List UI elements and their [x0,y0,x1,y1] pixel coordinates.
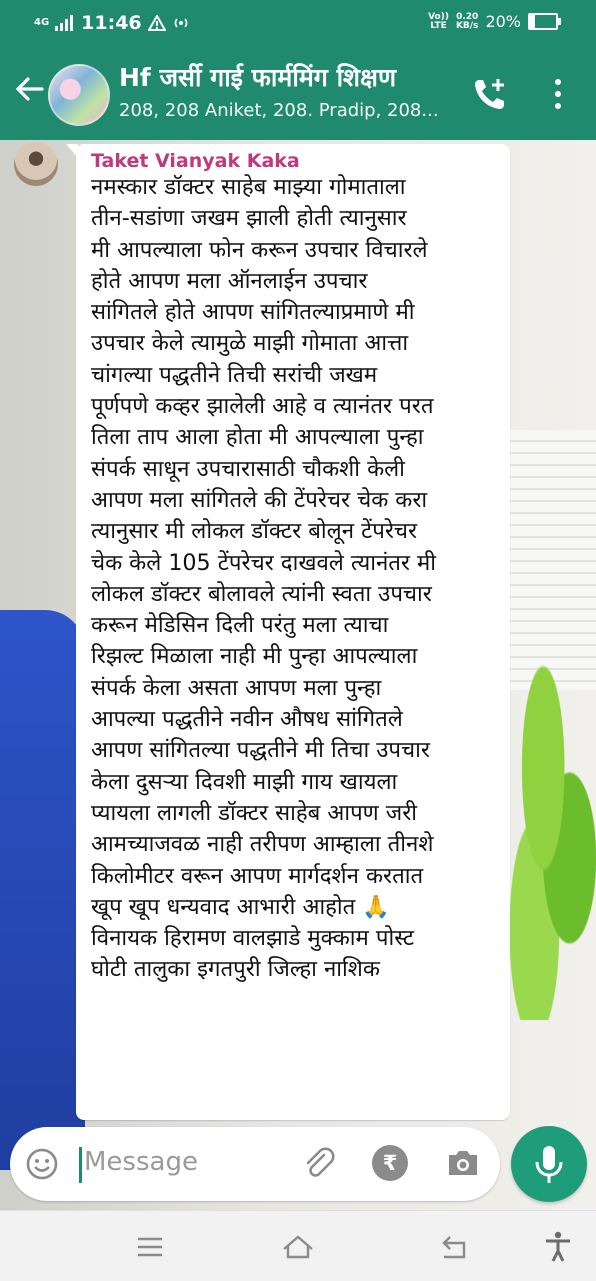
volte-indicator: Vo)) LTE [428,11,449,31]
mic-icon [511,1126,587,1202]
message-line: आपण सांगितल्या पद्धतीने मी तिचा उपचार [91,737,430,764]
back-nav-icon[interactable] [436,1229,472,1265]
message-line: केला दुसऱ्या दिवशी माझी गाय खायला [91,768,398,795]
recents-icon[interactable] [132,1229,168,1265]
more-vert-icon[interactable] [548,76,568,112]
message-line: आमच्याजवळ नाही तरीपण आम्हाला तीनशे [91,831,434,858]
message-line: सांगितले होते आपण सांगितल्याप्रमाणे मी [91,299,415,326]
message-line: त्यानुसार मी लोकल डॉक्टर बोलून टेंपरेचर [91,518,418,545]
signal-icon [55,15,75,31]
rupee-icon[interactable]: ₹ [372,1145,408,1181]
message-input[interactable]: Message [84,1147,198,1177]
message-line: संपर्क साधून उपचारासाठी चौकशी केली [91,455,405,482]
message-line: पूर्णपणे कव्हर झालेली आहे व त्यानंतर परत [91,393,434,420]
message-line: रिझल्ट मिळाला नाही मी पुन्हा आपल्याला [91,643,418,670]
message-line: उपचार केले त्यामुळे माझी गोमाता आत्ता [91,330,409,357]
message-line: करून मेडिसिन दिली परंतु मला त्याचा [91,612,389,639]
text-cursor [79,1147,82,1183]
hotspot-icon [172,15,190,31]
sender-avatar[interactable] [14,142,58,186]
mic-button[interactable] [511,1126,587,1202]
message-line: लोकल डॉक्टर बोलावले त्यांनी स्वता उपचार [91,580,432,607]
message-line: किलोमीटर वरून आपण मार्गदर्शन करतात [91,862,424,889]
message-line: तीन-सडांणा जखम झाली होती त्यानुसार [91,205,407,232]
group-title[interactable]: Hf जर्सी गाई फार्ममिंग शिक्षण [119,63,397,92]
clock: 11:46 [81,12,142,34]
wallpaper-blinds [510,430,596,690]
system-nav-bar [0,1210,596,1281]
message-bubble[interactable] [76,144,510,1120]
message-line: प्यायला लागली डॉक्टर साहेब आपण जरी [91,799,418,826]
alert-icon [148,15,166,31]
status-bar [0,0,596,48]
message-line: नमस्कार डॉक्टर साहेब माझ्या गोमाताला [91,174,406,200]
message-line: होते आपण मला ऑनलाईन उपचार [91,267,368,294]
message-text [91,172,498,986]
network-type: 4G [34,17,50,28]
emoji-icon[interactable] [25,1147,59,1181]
message-line: तिला ताप आला होता मी आपल्याला पुन्हा [91,424,424,451]
sender-name[interactable]: Taket Vianyak Kaka [91,150,300,172]
paperclip-icon[interactable] [300,1145,336,1181]
battery-icon [528,13,558,30]
add-call-icon[interactable] [472,76,508,112]
chat-header [0,48,596,140]
group-avatar[interactable] [48,64,110,126]
message-line: चांगल्या पद्धतीने तिची सरांची जखम [91,361,378,388]
message-line: मी आपल्याला फोन करून उपचार विचारले [91,236,428,263]
camera-icon[interactable] [445,1145,481,1181]
message-line: संपर्क केला असता आपण मला पुन्हा [91,674,382,701]
arrow-left-icon[interactable] [12,72,46,106]
group-members[interactable]: 208, 208 Aniket, 208. Pradip, 208... [119,100,439,121]
message-line: खूप खूप धन्यवाद आभारी आहोत 🙏 [91,893,391,920]
home-icon[interactable] [280,1229,316,1265]
accessibility-icon[interactable] [540,1229,576,1265]
message-line: आपण मला सांगितले की टेंपरेचर चेक करा [91,486,428,513]
battery-percent: 20% [485,12,521,31]
message-line: चेक केले 105 टेंपरेचर दाखवले त्यानंतर मी [91,549,437,576]
message-line: आपल्या पद्धतीने नवीन औषध सांगितले [91,706,403,733]
message-line: घोटी तालुका इगतपुरी जिल्हा नाशिक [91,956,380,983]
wallpaper-person [0,610,85,1170]
wallpaper-plant [508,660,596,1020]
message-line: विनायक हिरामण वालझाडे मुक्काम पोस्ट [91,925,415,952]
data-speed: 0.20 KB/s [455,11,479,31]
compose-bar [10,1127,500,1201]
